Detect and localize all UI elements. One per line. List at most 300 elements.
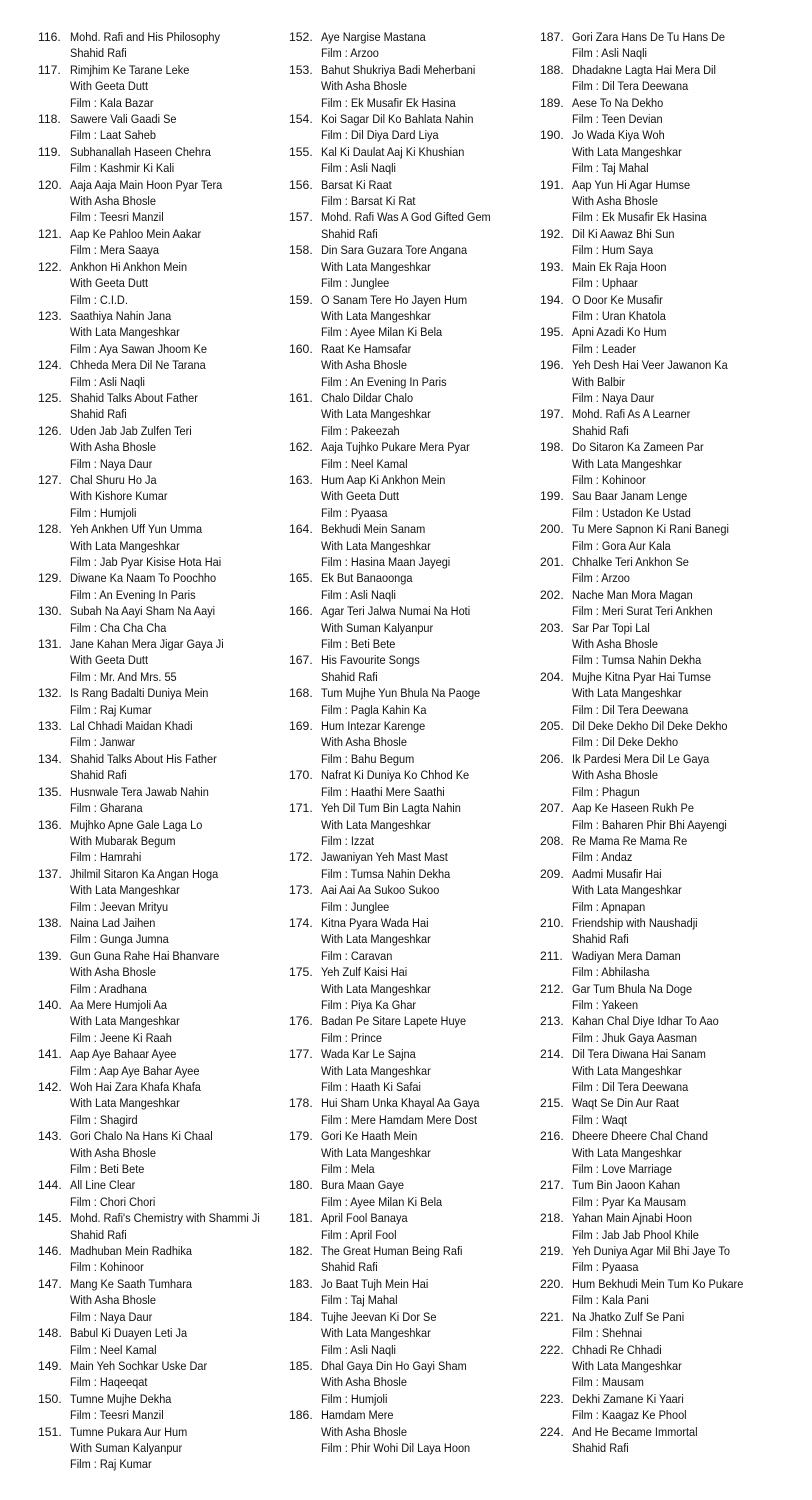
song-title: Hum Aap Ki Ankhon Mein xyxy=(321,472,446,487)
track-entry xyxy=(540,948,802,981)
track-details xyxy=(321,652,529,685)
film-name: Film : Raj Kumar xyxy=(70,702,152,717)
song-title: Rimjhim Ke Tarane Leke xyxy=(70,62,190,77)
track-number: 148. xyxy=(38,1326,62,1341)
track-entry xyxy=(540,259,802,292)
song-title: The Great Human Being Rafi xyxy=(321,1244,463,1259)
track-number: 220. xyxy=(540,1276,564,1291)
track-entry xyxy=(289,882,529,915)
track-number: 207. xyxy=(540,801,564,816)
track-details xyxy=(321,1276,529,1309)
track-details xyxy=(572,1128,802,1177)
track-number: 123. xyxy=(38,308,62,323)
film-name: Film : Humjoli xyxy=(321,1391,388,1406)
song-title: Yeh Duniya Agar Mil Bhi Jaye To xyxy=(572,1244,730,1259)
song-title: Hamdam Mere xyxy=(321,1408,394,1423)
film-name: Film : Asli Naqli xyxy=(321,587,396,602)
narrator: Shahid Rafi xyxy=(321,1260,378,1275)
co-singer: With Asha Bhosle xyxy=(70,1145,156,1160)
film-name: Film : Shehnai xyxy=(572,1326,643,1341)
track-details xyxy=(321,1309,529,1358)
film-name: Film : Haath Ki Safai xyxy=(321,1080,421,1094)
track-details xyxy=(321,1095,529,1128)
track-details xyxy=(321,1128,529,1177)
film-name: Film : Pagla Kahin Ka xyxy=(321,702,427,717)
track-details xyxy=(321,718,529,767)
track-details xyxy=(321,1210,529,1243)
track-entry xyxy=(38,817,278,866)
track-entry xyxy=(38,29,278,62)
song-title: Ik Pardesi Mera Dil Le Gaya xyxy=(572,751,710,766)
film-name: Film : Mela xyxy=(321,1162,375,1177)
film-name: Film : April Fool xyxy=(321,1227,397,1242)
track-details xyxy=(321,1046,529,1095)
track-number: 195. xyxy=(540,325,564,340)
film-name: Film : Baharen Phir Bhi Aayengi xyxy=(572,817,727,832)
co-singer: With Lata Mangeshkar xyxy=(572,144,682,159)
film-name: Film : Bahu Begum xyxy=(321,751,415,766)
film-name: Film : Laat Saheb xyxy=(70,128,156,143)
track-details xyxy=(70,1128,278,1177)
film-name: Film : Naya Daur xyxy=(70,1309,153,1324)
track-entry xyxy=(540,357,802,406)
track-number: 134. xyxy=(38,751,62,766)
track-details xyxy=(70,915,278,948)
song-title: Wada Kar Le Sajna xyxy=(321,1047,416,1062)
track-details xyxy=(321,177,529,210)
track-number: 167. xyxy=(289,653,313,668)
track-number: 128. xyxy=(38,522,62,537)
song-title: Hum Bekhudi Mein Tum Ko Pukare xyxy=(572,1276,744,1291)
song-title: Aaja Aaja Main Hoon Pyar Tera xyxy=(70,177,223,192)
song-title: Apni Azadi Ko Hum xyxy=(572,325,667,340)
co-singer: With Asha Bhosle xyxy=(321,79,407,94)
co-singer: With Lata Mangeshkar xyxy=(70,538,180,553)
track-details xyxy=(70,62,278,111)
song-title: Subhanallah Haseen Chehra xyxy=(70,144,211,159)
track-entry xyxy=(38,718,278,751)
track-details xyxy=(572,357,802,406)
track-entry xyxy=(289,1358,529,1407)
track-entry xyxy=(540,1095,802,1128)
film-name: Film : Teesri Manzil xyxy=(70,210,164,225)
co-singer: With Asha Bhosle xyxy=(70,965,156,980)
song-title: Chhadi Re Chhadi xyxy=(572,1342,662,1357)
film-name: Film : Mr. And Mrs. 55 xyxy=(70,669,177,684)
co-singer: With Asha Bhosle xyxy=(70,1293,156,1308)
track-details xyxy=(321,242,529,291)
track-details xyxy=(70,423,278,472)
track-details xyxy=(572,127,802,176)
film-name: Film : An Evening In Paris xyxy=(70,587,196,602)
track-number: 131. xyxy=(38,637,62,652)
track-entry xyxy=(38,1325,278,1358)
co-singer: With Lata Mangeshkar xyxy=(572,883,682,898)
song-title: Uden Jab Jab Zulfen Teri xyxy=(70,423,192,438)
track-details xyxy=(572,488,802,521)
track-details xyxy=(572,866,802,915)
co-singer: With Geeta Dutt xyxy=(321,489,400,504)
film-name: Film : Phir Wohi Dil Laya Hoon xyxy=(321,1440,471,1455)
track-entry xyxy=(540,1177,802,1210)
film-name: Film : Janwar xyxy=(70,735,136,750)
song-title: Koi Sagar Dil Ko Bahlata Nahin xyxy=(321,112,474,127)
co-singer: With Lata Mangeshkar xyxy=(321,308,431,323)
film-name: Film : Piya Ka Ghar xyxy=(321,997,417,1012)
film-name: Film : Caravan xyxy=(321,948,393,963)
track-number: 202. xyxy=(540,587,564,602)
song-title: Chhalke Teri Ankhon Se xyxy=(572,555,689,569)
film-name: Film : Jab Jab Phool Khile xyxy=(572,1227,699,1242)
track-details xyxy=(321,964,529,1013)
song-title: Gar Tum Bhula Na Doge xyxy=(572,981,693,996)
co-singer: With Lata Mangeshkar xyxy=(321,1326,431,1341)
track-details xyxy=(572,915,802,948)
song-title: Aap Ke Pahloo Mein Aakar xyxy=(70,226,202,241)
track-number: 210. xyxy=(540,915,564,930)
track-number: 204. xyxy=(540,669,564,684)
track-number: 151. xyxy=(38,1424,62,1439)
track-details xyxy=(572,259,802,292)
track-entry xyxy=(289,1095,529,1128)
track-details xyxy=(321,472,529,521)
track-details xyxy=(321,521,529,570)
song-title: Bekhudi Mein Sanam xyxy=(321,522,426,537)
track-entry xyxy=(540,915,802,948)
track-number: 166. xyxy=(289,604,313,619)
track-number: 137. xyxy=(38,866,62,881)
track-entry xyxy=(289,242,529,291)
song-title: Jo Baat Tujh Mein Hai xyxy=(321,1276,429,1291)
track-details xyxy=(321,1358,529,1407)
track-details xyxy=(572,669,802,718)
film-name: Film : Asli Naqli xyxy=(70,374,145,389)
song-title: Gori Zara Hans De Tu Hans De xyxy=(572,30,726,44)
track-entry xyxy=(540,1210,802,1243)
co-singer: With Asha Bhosle xyxy=(321,358,407,373)
track-number: 182. xyxy=(289,1244,313,1259)
song-title: Sar Par Topi Lal xyxy=(572,620,650,635)
film-name: Film : Chori Chori xyxy=(70,1194,156,1209)
track-entry xyxy=(38,423,278,472)
track-number: 164. xyxy=(289,522,313,537)
song-title: Dekhi Zamane Ki Yaari xyxy=(572,1391,684,1406)
song-title: Raat Ke Hamsafar xyxy=(321,341,412,356)
track-number: 149. xyxy=(38,1358,62,1373)
song-title: Nafrat Ki Duniya Ko Chhod Ke xyxy=(321,768,470,783)
track-entry xyxy=(38,1046,278,1079)
song-title: Hui Sham Unka Khayal Aa Gaya xyxy=(321,1096,480,1111)
track-number: 201. xyxy=(540,555,564,569)
track-entry xyxy=(289,177,529,210)
track-entry xyxy=(289,1177,529,1210)
song-title: April Fool Banaya xyxy=(321,1211,408,1226)
track-details xyxy=(321,603,529,652)
track-details xyxy=(321,570,529,603)
track-entry xyxy=(38,1177,278,1210)
co-singer: With Balbir xyxy=(572,374,626,389)
track-entry xyxy=(38,570,278,603)
track-entry xyxy=(540,29,802,62)
track-number: 219. xyxy=(540,1244,564,1259)
film-name: Film : Kohinoor xyxy=(70,1260,144,1275)
track-details xyxy=(572,177,802,226)
track-number: 119. xyxy=(38,144,61,159)
song-title: Jhilmil Sitaron Ka Angan Hoga xyxy=(70,866,219,881)
track-number: 177. xyxy=(289,1047,313,1062)
track-details xyxy=(70,472,278,521)
co-singer: With Lata Mangeshkar xyxy=(70,883,180,898)
song-title: Sawere Vali Gaadi Se xyxy=(70,112,177,127)
track-details xyxy=(70,784,278,817)
track-entry xyxy=(289,144,529,177)
film-name: Film : Pyaasa xyxy=(572,1260,639,1275)
track-number: 171. xyxy=(289,801,313,816)
track-details xyxy=(70,751,278,784)
film-name: Film : Kala Pani xyxy=(572,1293,649,1308)
track-number: 187. xyxy=(540,30,564,44)
film-name: Film : Junglee xyxy=(321,276,390,291)
film-name: Film : Love Marriage xyxy=(572,1162,672,1177)
track-details xyxy=(70,570,278,603)
film-name: Film : Jeevan Mrityu xyxy=(70,899,169,914)
narrator: Shahid Rafi xyxy=(572,423,629,438)
song-title: Gun Guna Rahe Hai Bhanvare xyxy=(70,948,220,963)
track-number: 170. xyxy=(289,768,313,783)
song-title: Ankhon Hi Ankhon Mein xyxy=(70,259,188,274)
track-number: 133. xyxy=(38,719,62,734)
track-details xyxy=(321,767,529,800)
track-details xyxy=(572,751,802,800)
track-column-1 xyxy=(38,29,278,1473)
track-details xyxy=(572,981,802,1014)
track-entry xyxy=(540,800,802,833)
film-name: Film : Asli Naqli xyxy=(572,46,647,61)
song-title: Babul Ki Duayen Leti Ja xyxy=(70,1326,188,1341)
track-details xyxy=(70,177,278,226)
film-name: Film : Mausam xyxy=(572,1375,644,1390)
track-number: 155. xyxy=(289,144,313,159)
track-entry xyxy=(540,1309,802,1342)
song-title: O Sanam Tere Ho Jayen Hum xyxy=(321,292,468,307)
song-title: Jo Wada Kiya Woh xyxy=(572,128,665,143)
track-entry xyxy=(289,1243,529,1276)
track-number: 161. xyxy=(289,390,313,405)
track-entry xyxy=(540,833,802,866)
track-number: 224. xyxy=(540,1424,564,1439)
film-name: Film : Hum Saya xyxy=(572,243,654,258)
film-name: Film : Taj Mahal xyxy=(572,161,649,176)
co-singer: With Lata Mangeshkar xyxy=(321,407,431,422)
track-number: 194. xyxy=(540,292,564,307)
track-details xyxy=(572,1177,802,1210)
track-number: 215. xyxy=(540,1096,564,1111)
film-name: Film : Aradhana xyxy=(70,981,147,996)
track-entry xyxy=(289,209,529,242)
song-title: Yahan Main Ajnabi Hoon xyxy=(572,1211,692,1226)
track-entry xyxy=(289,849,529,882)
song-title: Is Rang Badalti Duniya Mein xyxy=(70,686,209,701)
track-details xyxy=(70,1079,278,1128)
co-singer: With Lata Mangeshkar xyxy=(572,686,682,701)
song-title: Re Mama Re Mama Re xyxy=(572,833,688,848)
song-title: Dhadakne Lagta Hai Mera Dil xyxy=(572,62,716,77)
track-number: 142. xyxy=(38,1080,62,1094)
track-number: 214. xyxy=(540,1047,564,1062)
song-title: Chalo Dildar Chalo xyxy=(321,390,414,405)
track-details xyxy=(572,948,802,981)
song-title: Saathiya Nahin Jana xyxy=(70,308,172,323)
song-title: O Door Ke Musafir xyxy=(572,292,663,307)
track-details xyxy=(321,1013,529,1046)
track-number: 153. xyxy=(289,62,313,77)
track-details xyxy=(70,817,278,866)
film-name: Film : Jeene Ki Raah xyxy=(70,1030,172,1045)
track-details xyxy=(70,997,278,1046)
song-title: Agar Teri Jalwa Numai Na Hoti xyxy=(321,604,471,619)
track-entry xyxy=(289,652,529,685)
track-entry xyxy=(38,62,278,111)
track-details xyxy=(321,915,529,964)
track-details xyxy=(572,1276,802,1309)
track-entry xyxy=(540,981,802,1014)
track-number: 143. xyxy=(38,1129,62,1144)
track-number: 208. xyxy=(540,833,564,848)
track-number: 169. xyxy=(289,719,313,734)
co-singer: With Asha Bhosle xyxy=(572,768,658,783)
film-name: Film : Jab Pyar Kisise Hota Hai xyxy=(70,555,222,569)
track-entry xyxy=(38,636,278,685)
film-name: Film : Pyaasa xyxy=(321,505,388,520)
track-details xyxy=(572,1243,802,1276)
song-title: All Line Clear xyxy=(70,1178,136,1193)
track-number: 203. xyxy=(540,620,564,635)
track-entry xyxy=(289,390,529,439)
track-number: 184. xyxy=(289,1309,313,1324)
track-entry xyxy=(38,144,278,177)
track-details xyxy=(70,390,278,423)
narrator: Shahid Rafi xyxy=(70,768,127,783)
track-number: 173. xyxy=(289,883,313,898)
track-number: 132. xyxy=(38,686,62,701)
film-name: Film : Teen Devian xyxy=(572,112,663,127)
film-name: Film : Leader xyxy=(572,341,637,356)
track-details xyxy=(572,800,802,833)
film-name: Film : Uran Khatola xyxy=(572,308,666,323)
track-number: 125. xyxy=(38,390,62,405)
song-title: Mohd. Rafi's Chemistry with Shammi Ji xyxy=(70,1211,260,1226)
track-details xyxy=(321,341,529,390)
track-entry xyxy=(38,866,278,915)
film-name: Film : Prince xyxy=(321,1030,382,1045)
track-details xyxy=(70,1046,278,1079)
track-entry xyxy=(289,1210,529,1243)
co-singer: With Lata Mangeshkar xyxy=(572,456,682,471)
song-title: Tumne Pukara Aur Hum xyxy=(70,1424,188,1439)
track-entry xyxy=(289,341,529,390)
film-name: Film : Naya Daur xyxy=(572,390,655,405)
narrator: Shahid Rafi xyxy=(321,226,378,241)
song-title: Kal Ki Daulat Aaj Ki Khushian xyxy=(321,144,465,159)
track-details xyxy=(70,259,278,308)
track-details xyxy=(70,948,278,997)
film-name: Film : Barsat Ki Rat xyxy=(321,194,416,209)
track-details xyxy=(70,1424,278,1473)
track-details xyxy=(572,406,802,439)
track-details xyxy=(70,1243,278,1276)
film-name: Film : Apnapan xyxy=(572,899,646,914)
track-details xyxy=(572,439,802,488)
track-entry xyxy=(540,554,802,587)
track-number: 172. xyxy=(289,850,313,865)
co-singer: With Mubarak Begum xyxy=(70,833,176,848)
co-singer: With Lata Mangeshkar xyxy=(321,932,431,947)
track-number: 159. xyxy=(289,292,313,307)
co-singer: With Lata Mangeshkar xyxy=(321,817,431,832)
track-entry xyxy=(540,324,802,357)
track-number: 154. xyxy=(289,112,313,127)
film-name: Film : Beti Bete xyxy=(70,1162,145,1177)
song-title: Bahut Shukriya Badi Meherbani xyxy=(321,62,476,77)
track-details xyxy=(70,636,278,685)
track-entry xyxy=(289,111,529,144)
film-name: Film : Raj Kumar xyxy=(70,1457,152,1472)
song-title: Mujhe Kitna Pyar Hai Tumse xyxy=(572,669,712,684)
song-title: Yeh Zulf Kaisi Hai xyxy=(321,965,408,980)
track-entry xyxy=(38,1128,278,1177)
track-details xyxy=(572,521,802,554)
song-title: Dheere Dheere Chal Chand xyxy=(572,1129,708,1144)
track-details xyxy=(70,866,278,915)
track-entry xyxy=(38,915,278,948)
film-name: Film : Haqeeqat xyxy=(70,1375,148,1390)
narrator: Shahid Rafi xyxy=(321,669,378,684)
track-details xyxy=(572,1210,802,1243)
song-title: Subah Na Aayi Sham Na Aayi xyxy=(70,604,216,619)
song-title: Chheda Mera Dil Ne Tarana xyxy=(70,358,206,373)
track-entry xyxy=(540,127,802,176)
track-number: 118. xyxy=(38,112,61,127)
song-title: And He Became Immortal xyxy=(572,1424,698,1439)
song-title: Na Jhatko Zulf Se Pani xyxy=(572,1309,685,1324)
track-details xyxy=(572,1095,802,1128)
film-name: Film : Cha Cha Cha xyxy=(70,620,167,635)
track-details xyxy=(70,1358,278,1391)
track-number: 178. xyxy=(289,1096,313,1111)
narrator: Shahid Rafi xyxy=(70,407,127,422)
track-details xyxy=(572,718,802,751)
song-title: Barsat Ki Raat xyxy=(321,177,392,192)
track-entry xyxy=(38,357,278,390)
song-title: Madhuban Mein Radhika xyxy=(70,1244,192,1259)
track-details xyxy=(70,718,278,751)
co-singer: With Geeta Dutt xyxy=(70,79,149,94)
film-name: Film : Aya Sawan Jhoom Ke xyxy=(70,341,207,356)
track-number: 136. xyxy=(38,817,62,832)
track-entry xyxy=(38,226,278,259)
film-name: Film : Taj Mahal xyxy=(321,1293,398,1308)
film-name: Film : Mera Saaya xyxy=(70,243,160,258)
song-title: Wadiyan Mera Daman xyxy=(572,948,681,963)
song-title: Diwane Ka Naam To Poochho xyxy=(70,571,217,586)
track-entry xyxy=(289,472,529,521)
track-entry xyxy=(289,62,529,111)
track-entry xyxy=(38,521,278,570)
co-singer: With Asha Bhosle xyxy=(572,637,658,652)
film-name: Film : Ek Musafir Ek Hasina xyxy=(572,210,707,225)
film-name: Film : Ek Musafir Ek Hasina xyxy=(321,95,456,110)
song-title: Mohd. Rafi As A Learner xyxy=(572,407,691,422)
